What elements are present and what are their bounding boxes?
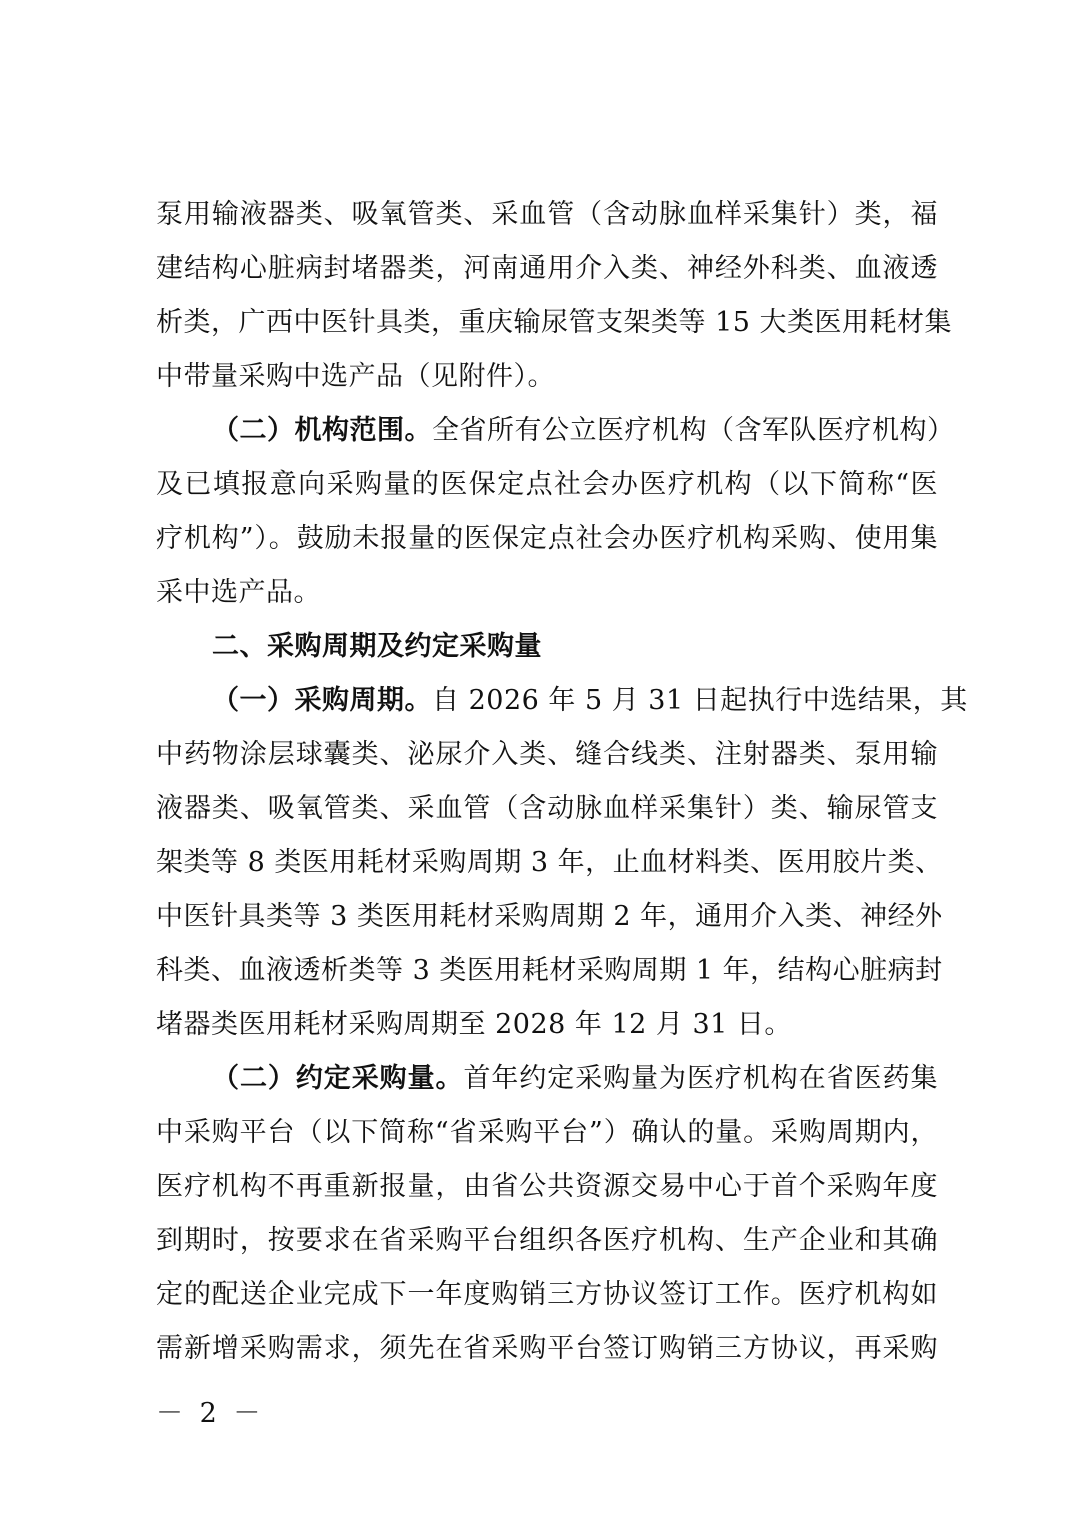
- text-line: 架类等 8 类医用耗材采购周期 3 年，止血材料类、医用胶片类、: [156, 847, 943, 878]
- section-label: （一）采购周期。: [212, 685, 432, 716]
- paragraph-institution-scope: （二）机构范围。全省所有公立医疗机构（含军队医疗机构）: [212, 415, 955, 446]
- text-line: 医疗机构不再重新报量，由省公共资源交易中心于首个采购年度: [156, 1171, 938, 1202]
- paragraph-agreed-quantity: （二）约定采购量。首年约定采购量为医疗机构在省医药集: [212, 1063, 939, 1094]
- text-line: 需新增采购需求，须先在省采购平台签订购销三方协议，再采购: [156, 1333, 938, 1364]
- section-label: （二）约定采购量。: [212, 1063, 464, 1094]
- text-line: 采中选产品。: [156, 577, 321, 608]
- text-line: 中采购平台（以下简称“省采购平台”）确认的量。采购周期内，: [156, 1117, 938, 1148]
- section-heading: 二、采购周期及约定采购量: [212, 631, 542, 662]
- text-line: 中药物涂层球囊类、泌尿介入类、缝合线类、注射器类、泵用输: [156, 739, 938, 770]
- paragraph-procurement-period: （一）采购周期。自 2026 年 5 月 31 日起执行中选结果，其: [212, 685, 968, 716]
- text-line: 及已填报意向采购量的医保定点社会办医疗机构（以下简称“医: [156, 469, 938, 500]
- page-number: － 2 －: [156, 1398, 265, 1429]
- text-line: 到期时，按要求在省采购平台组织各医疗机构、生产企业和其确: [156, 1225, 938, 1256]
- text-line: 中带量采购中选产品（见附件）。: [156, 361, 555, 392]
- text-line: 析类，广西中医针具类，重庆输尿管支架类等 15 大类医用耗材集: [156, 307, 953, 338]
- text-line: 液器类、吸氧管类、采血管（含动脉血样采集针）类、输尿管支: [156, 793, 938, 824]
- text-line: 疗机构”）。鼓励未报量的医保定点社会办医疗机构采购、使用集: [156, 523, 938, 554]
- text-line: 泵用输液器类、吸氧管类、采血管（含动脉血样采集针）类，福: [156, 199, 938, 230]
- text-line: 堵器类医用耗材采购周期至 2028 年 12 月 31 日。: [156, 1009, 792, 1040]
- text-line: 建结构心脏病封堵器类，河南通用介入类、神经外科类、血液透: [156, 253, 938, 284]
- text-line: 中医针具类等 3 类医用耗材采购周期 2 年，通用介入类、神经外: [156, 901, 943, 932]
- section-label: （二）机构范围。: [212, 415, 432, 446]
- text-line: 科类、血液透析类等 3 类医用耗材采购周期 1 年，结构心脏病封: [156, 955, 943, 986]
- body-text: [156, 188, 968, 1376]
- text-line: 定的配送企业完成下一年度购销三方协议签订工作。医疗机构如: [156, 1279, 938, 1310]
